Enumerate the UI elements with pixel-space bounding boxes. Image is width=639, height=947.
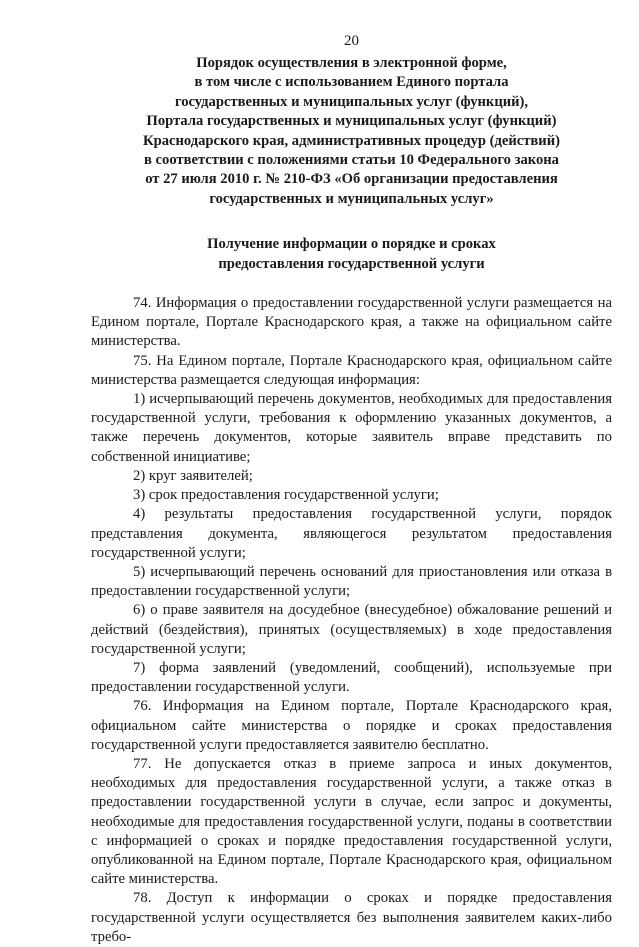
section-heading-line: Краснодарского края, административных процедур (действий) xyxy=(143,132,560,149)
subsection-heading xyxy=(91,235,612,274)
section-heading-line: в том числе с использованием Единого портала xyxy=(194,74,509,91)
list-item-2: 2) круг заявителей; xyxy=(133,467,253,484)
list-item-6: 6) о праве заявителя на досудебное (внесудебное) обжалование решений и действий (бездействия), принятых (осуществляемых) в ходе предоставления государственной услуги; xyxy=(91,602,612,657)
subsection-heading-line: предоставления государственной услуги xyxy=(218,255,485,272)
list-item-3: 3) срок предоставления государственной услуги; xyxy=(133,487,439,504)
section-heading xyxy=(91,54,612,209)
paragraph-78: 78. Доступ к информации о сроках и порядке предоставления государственной услуги осуществляется без выполнения заявителем каких-либо требо- xyxy=(91,890,612,945)
section-heading-line: от 27 июля 2010 г. № 210-ФЗ «Об организации предоставления xyxy=(145,171,558,188)
list-item-5: 5) исчерпывающий перечень оснований для приостановления или отказа в предоставлении государственной услуги; xyxy=(91,563,612,600)
section-heading-line: в соответствии с положениями статьи 10 Федерального закона xyxy=(144,152,559,169)
section-heading-line: государственных и муниципальных услуг (функций), xyxy=(174,93,529,110)
paragraph-76: 76. Информация на Едином портале, Портале Краснодарского края, официальном сайте министерства о порядке и сроках предоставления государственной услуги предоставляется заявителю бесплатно. xyxy=(91,698,612,753)
list-item-1: 1) исчерпывающий перечень документов, необходимых для предоставления государственной услуги, требования к оформлению указанных документов, а также перечень документов, которые заявитель вправе представить по собственной инициативе; xyxy=(91,391,612,465)
paragraph-75: 75. На Едином портале, Портале Краснодарского края, официальном сайте министерства размещается следующая информация: xyxy=(91,352,612,388)
list-item-4: 4) результаты предоставления государственной услуги, порядок представления документа, являющегося результатом предоставления государственной услуги; xyxy=(91,506,612,561)
paragraph-77: 77. Не допускается отказ в приеме запроса и иных документов, необходимых для предоставления государственной услуги, а также отказ в предоставлении государственной услуги в случае, если запрос и документы, необходимые для предоставления государственной услуги, поданы в соответствии с информацией о сроках и порядке предоставления государственной услуги, опубликованной на Едином портале, Портале Краснодарского края, официальном сайте министерства. xyxy=(91,755,612,888)
list-item-7: 7) форма заявлений (уведомлений, сообщений), используемые при предоставлении государственной услуги. xyxy=(91,659,612,696)
subsection-heading-line: Получение информации о порядке и сроках xyxy=(207,236,496,253)
section-heading-line: Портала государственных и муниципальных услуг (функций) xyxy=(146,113,557,130)
body-text xyxy=(91,294,612,947)
section-heading-line: государственных и муниципальных услуг» xyxy=(209,190,494,207)
paragraph-74: 74. Информация о предоставлении государственной услуги размещается на Едином портале, Портале Краснодарского края, а также на официальном сайте министерства. xyxy=(91,295,612,350)
page-number: 20 xyxy=(344,33,359,49)
section-heading-line: Порядок осуществления в электронной форме, xyxy=(196,55,507,71)
